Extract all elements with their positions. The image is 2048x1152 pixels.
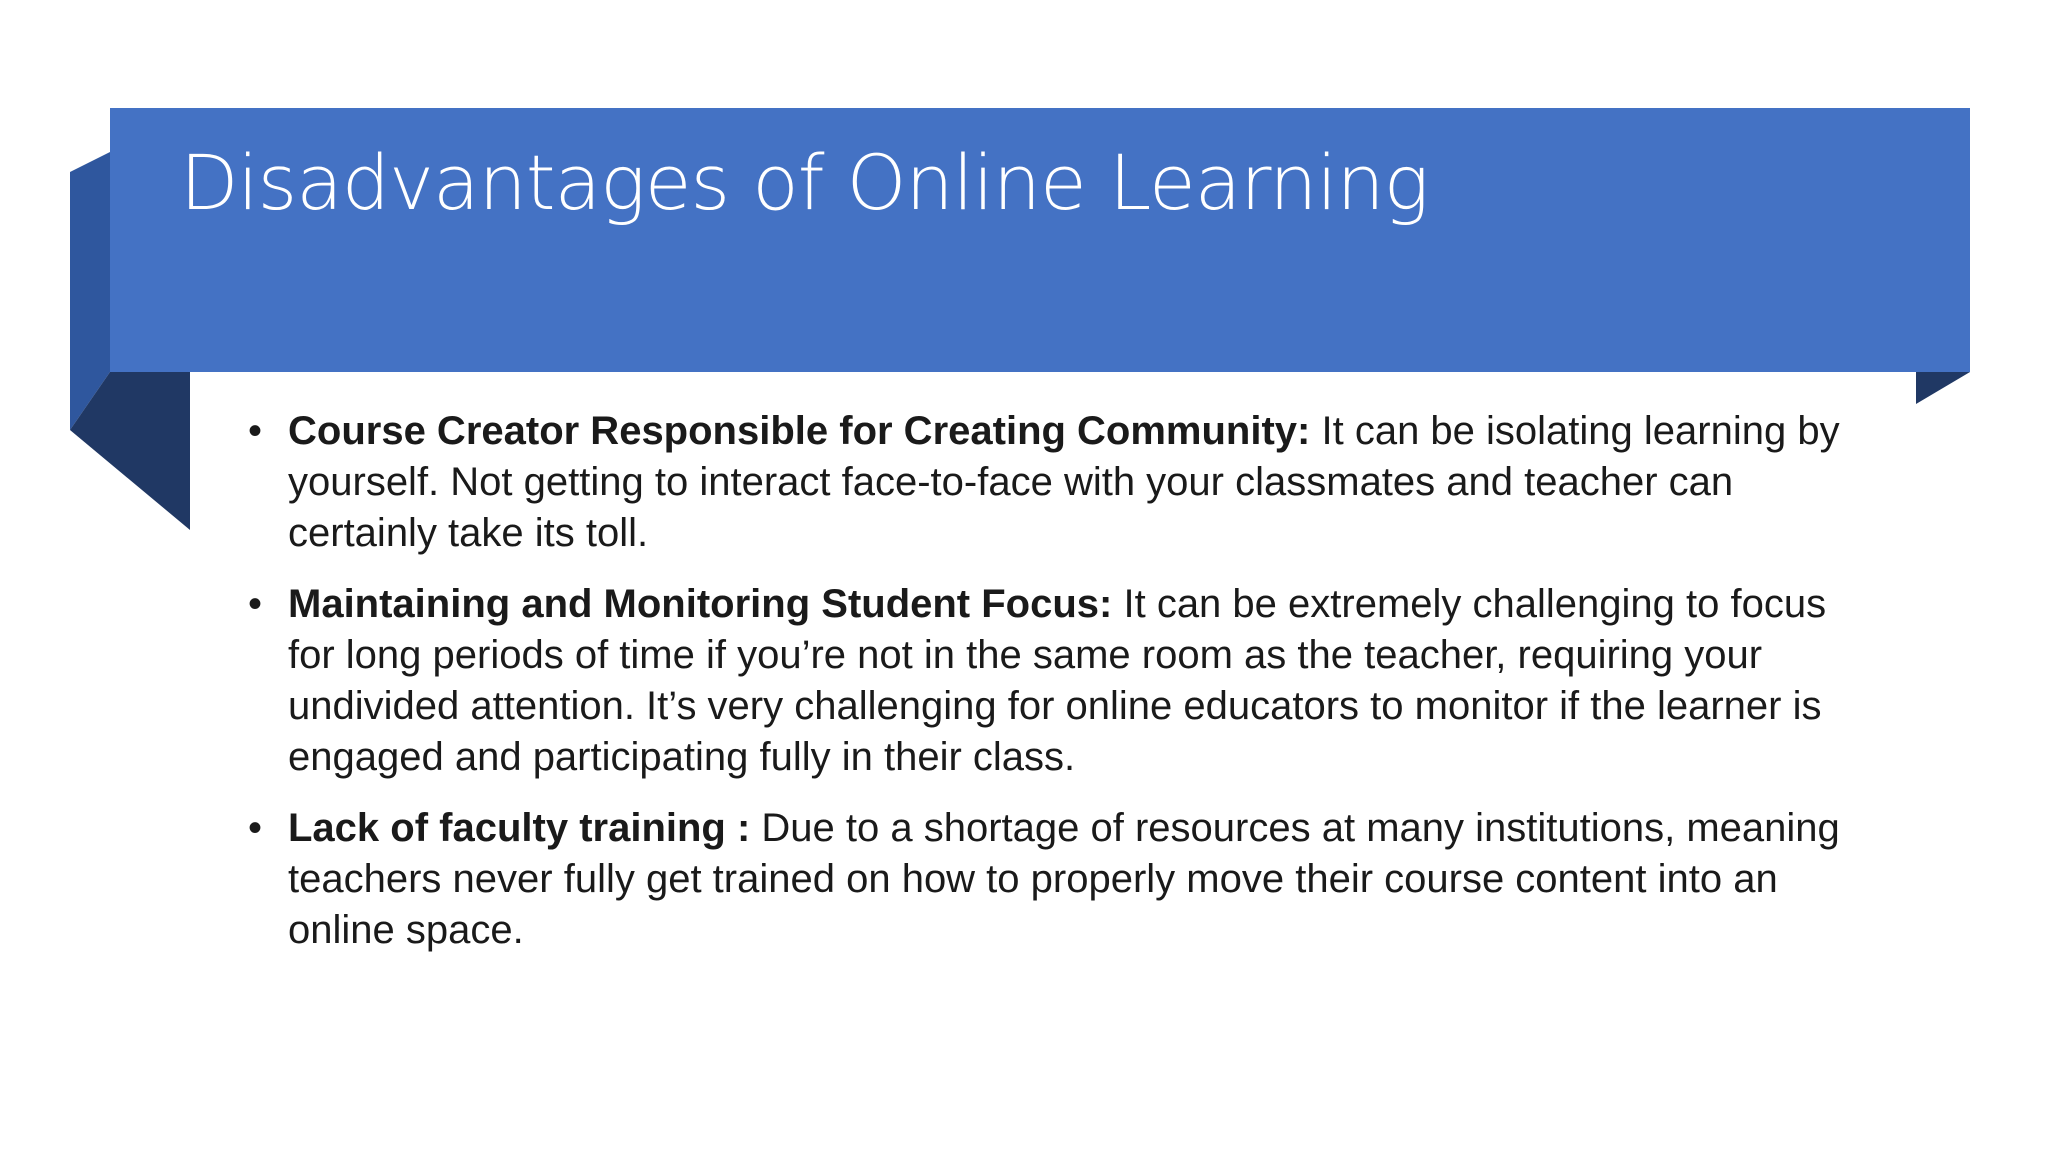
bullet-body: It can be isolating learning by yourself. Not getting to interact face-to-face with your classmates and teacher can certainly take its toll. <box>288 409 1840 555</box>
bullet-item <box>248 579 1868 783</box>
bullet-item <box>248 406 1868 559</box>
bullet-item <box>248 803 1868 956</box>
slide-title: Disadvantages of Online Learning <box>180 138 1429 227</box>
bullet-dot: • <box>248 806 263 850</box>
bullet-dot: • <box>248 582 263 626</box>
bullet-body: It can be extremely challenging to focus for long periods of time if you’re not in the same room as the teacher, requiring your undivided attention. It’s very challenging for online educators to monitor if the learner is engaged and participating fully in their class. <box>288 582 1827 779</box>
bullet-heading: Maintaining and Monitoring Student Focus: <box>288 582 1113 626</box>
bullet-list <box>248 406 1868 976</box>
bullet-dot: • <box>248 409 263 453</box>
bullet-heading: Lack of faculty training : <box>288 806 751 850</box>
bullet-heading: Course Creator Responsible for Creating Community: <box>288 409 1311 453</box>
ribbon-right-fold <box>1916 372 1970 404</box>
bullet-body: Due to a shortage of resources at many institutions, meaning teachers never fully get trained on how to properly move their course content into an online space. <box>288 806 1840 952</box>
